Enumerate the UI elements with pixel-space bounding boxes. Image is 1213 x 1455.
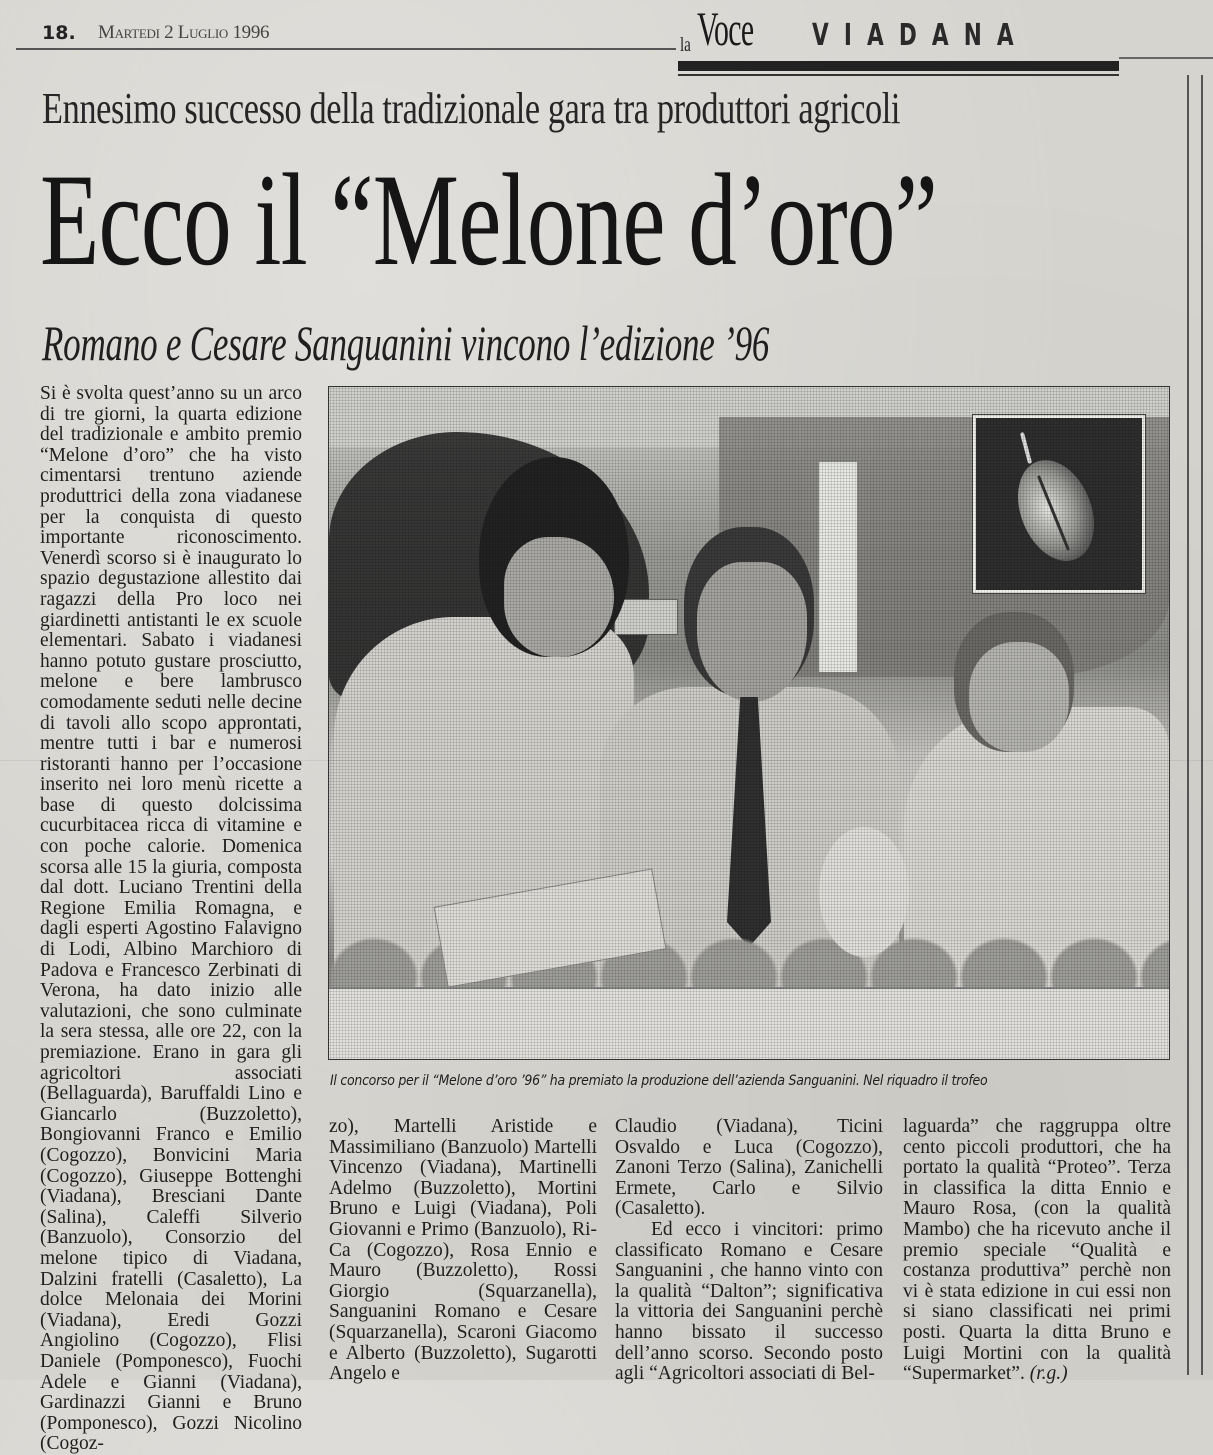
melon-crate: [329, 987, 1169, 1060]
photo-street-sign: [614, 599, 678, 635]
person-right-face: [969, 642, 1069, 752]
body-text: Ed ecco i vincitori: primo classificato Romano e Cesare Sanguanini , che hanno vinto con la qualità “Dalton”; significativa la vittoria dei Sanguanini perchè hanno bissato il successo dell’anno scorso. Secondo posto agli “Agricoltori associati di Bel-: [615, 1218, 883, 1385]
logo-underline: [678, 74, 1119, 76]
body-text: Claudio (Viadana), Ticini Osvaldo e Luca (Cogozzo), Zanoni Terzo (Salina), Zanichelli Ermete, Carlo e Silvio (Casaletto).: [615, 1116, 883, 1220]
article-column-bottom-1: [329, 1117, 597, 1385]
issue-date: Martedi 2 Luglio 1996: [98, 22, 270, 43]
header-rule-right: [1119, 57, 1213, 59]
body-text: laguarda” che raggruppa oltre cento piccoli produttori, che ha portato la qualità “Proteo”. Terza in classifica la ditta Ennio e Mauro Rosa, (con la qualità Mambo) che ha ricevuto anche il premio speciale “Qualità e costanza produttiva” perchè non vi è stata edizione in cui essi non si siano classificati nei primi posti. Quarta la ditta Bruno e Luigi Mortini con la qualità “Supermarket”.: [903, 1116, 1171, 1385]
article-kicker: Ennesimo successo della tradizionale gara tra produttori agricoli: [42, 84, 901, 133]
photo-pillar: [819, 462, 857, 672]
photo-caption: Il concorso per il “Melone d’oro ’96” ha premiato la produzione dell’azienda Sanguanini. Nel riquadro il trofeo: [330, 1073, 988, 1089]
article-column-bottom-2: [615, 1117, 883, 1385]
page-border-rule: [1201, 75, 1203, 1375]
body-text-wrap: [903, 1117, 1171, 1385]
article-subhead: Romano e Cesare Sanguanini vincono l’edizione ’96: [42, 315, 770, 371]
body-text: Si è svolta quest’anno su un arco di tre giorni, la quarta edizione del tradizionale e ambito premio “Melone d’oro” che ha visto cimentarsi trentuno aziende produttrici della zona viadanese per la conquista di questo importante riconoscimento. Venerdì scorso si è inaugurato lo spazio degustazione allestito dai ragazzi della Pro loco nei giardinetti antistanti le ex scuole elementari. Sabato i viadanesi hanno potuto gustare prosciutto, melone e bere lambrusco comodamente seduti nelle decine di tavoli allo scopo approntati, mentre tutti i bar e numerosi ristoranti hanno per l’occasione inserito nei loro menù ricette a base di questo dolcissima cucurbitacea ricca di vitamine e con poche calorie. Domenica scorsa alle 15 la giuria, composta dal dott. Luciano Trentini della Regione Emilia Romagna, e dagli esperti Agostino Falavigno di Lodi, Albino Marchioro di Padova e Francesco Zerbinati di Verona, ha dato inizio alle valutazioni, che sono culminate la sera stessa, alle ore 22, con la premiazione. Erano in gara gli agricoltori associati (Bellaguarda), Baruffaldi Lino e Giancarlo (Buzzoletto), Bongiovanni Franco e Emilio (Cogozzo), Bonvicini Maria (Cogozzo), Giuseppe Bottenghi (Viadana), Bresciani Dante (Salina), Caleffi Silverio (Banzuolo), Consorzio del melone tipico di Viadana, Dalzini fratelli (Casaletto), La dolce Melonaia dei Morini (Viadana), Eredi Gozzi Angiolino (Cogozzo), Flisi Daniele (Pomponesco), Fuochi Adele e Gianni (Viadana), Gardinazzi Gianni e Bruno (Pomponesco), Gozzi Nicolino (Cogoz-: [40, 383, 302, 1455]
byline: (r.g.): [1029, 1363, 1068, 1385]
trophy-inset: [973, 415, 1145, 593]
logo-prefix: la: [680, 34, 691, 56]
page-border-rule: [1187, 75, 1189, 1375]
article-photo: [328, 386, 1170, 1060]
person-center-face: [697, 562, 807, 702]
newspaper-logo: Voce: [697, 3, 754, 56]
header-rule: [16, 48, 676, 50]
paper-fold: [0, 760, 1213, 761]
article-column-left: [40, 384, 302, 1455]
melon-trophy-icon: [1004, 449, 1108, 573]
page-number: 18.: [42, 22, 76, 44]
melon-held: [819, 827, 909, 957]
body-text: zo), Martelli Aristide e Massimiliano (Banzuolo) Martelli Vincenzo (Viadana), Martinelli Adelmo (Buzzoletto), Mortini Bruno e Luigi (Viadana), Poli Giovanni e Primo (Banzuolo), Ri-Ca (Cogozzo), Rosa Ennio e Mauro (Buzzoletto), Rossi Giorgio (Squarzanella), Sanguanini Romano e Cesare (Squarzanella), Scaroni Giacomo e Alberto (Buzzoletto), Sugarotti Angelo e: [329, 1116, 597, 1385]
section-name: VIADANA: [812, 18, 1029, 53]
article-headline: Ecco il “Melone d’oro”: [40, 146, 938, 293]
person-left-face: [504, 537, 614, 657]
article-column-bottom-3: [903, 1117, 1171, 1385]
trophy-stem: [1020, 432, 1032, 464]
logo-bar: [678, 61, 1119, 71]
